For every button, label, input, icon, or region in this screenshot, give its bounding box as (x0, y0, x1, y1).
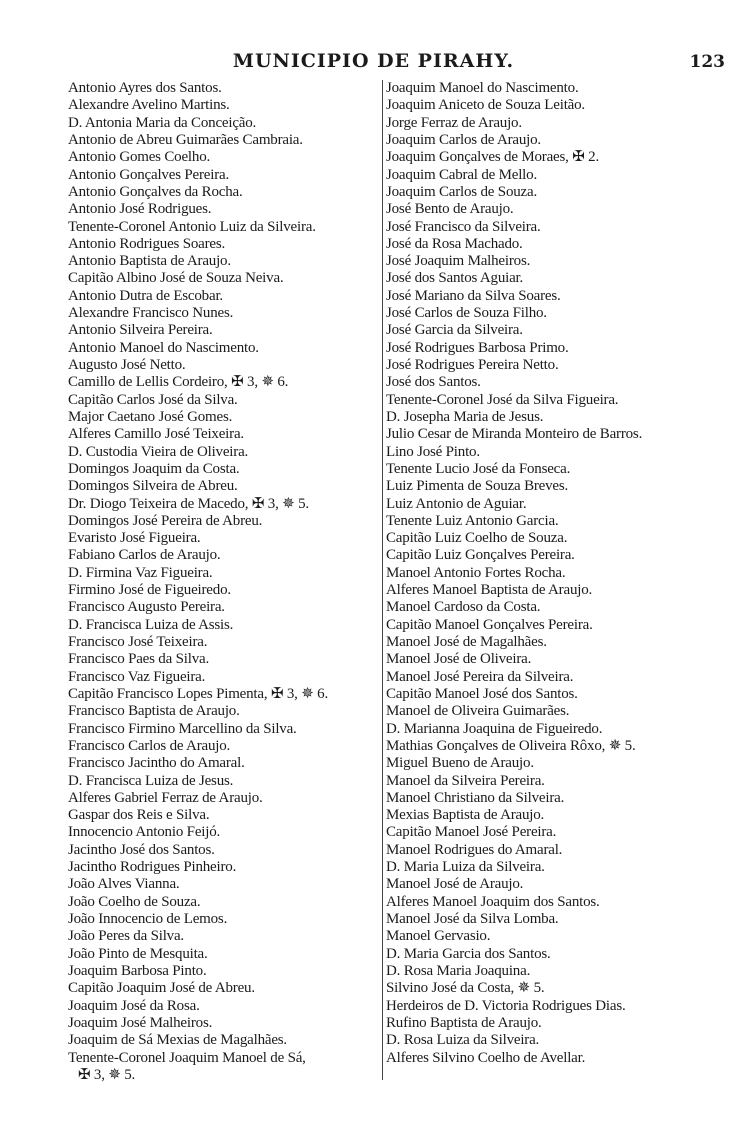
left-column-entry: Alexandre Avelino Martins. (68, 97, 230, 114)
left-column-entry: Joaquim de Sá Mexias de Magalhães. (68, 1032, 287, 1049)
right-column-entry: Luiz Antonio de Aguiar. (386, 495, 527, 512)
right-column-entry: Manoel Gervasio. (386, 928, 491, 945)
right-column-entry: Alferes Manoel Joaquim dos Santos. (386, 893, 600, 910)
right-column-entry: Mexias Baptista de Araujo. (386, 807, 545, 824)
right-column-entry: Manoel José de Magalhães. (386, 634, 547, 650)
left-column-entry: João Innocencio de Lemos. (68, 911, 228, 927)
right-column-entry: Tenente Luiz Antonio Garcia. (386, 512, 559, 529)
right-column-entry: Julio Cesar de Miranda Monteiro de Barros. (386, 426, 643, 443)
left-column-entry: Innocencio Antonio Feijó. (68, 824, 221, 841)
right-column-entry: Manoel de Oliveira Guimarães. (386, 703, 570, 720)
left-column-entry: Joaquim José da Rosa. (68, 997, 200, 1014)
left-column-entry: Tenente-Coronel Antonio Luiz da Silveira. (68, 218, 316, 235)
right-column-entry: Silvino José da Costa, ✵ 5. (386, 980, 545, 997)
right-column-entry: Miguel Bueno de Araujo. (386, 755, 534, 772)
right-column-entry: D. Rosa Luiza da Silveira. (386, 1032, 540, 1049)
column-divider (382, 80, 383, 1080)
right-column-entry: Mathias Gonçalves de Oliveira Rôxo, ✵ 5. (386, 737, 636, 754)
right-column-entry: Capitão Manoel José dos Santos. (386, 685, 578, 702)
right-column-entry: Lino José Pinto. (386, 443, 480, 460)
left-column-entry: Francisco Paes da Silva. (68, 651, 210, 668)
left-column-entry: D. Francisca Luiza de Assis. (68, 616, 234, 633)
left-column-entry: Camillo de Lellis Cordeiro, ✠ 3, ✵ 6. (68, 374, 289, 391)
right-column-entry: D. Josepha Maria de Jesus. (386, 408, 544, 425)
right-column-entry: José Carlos de Souza Filho. (386, 305, 547, 322)
left-column-entry: Francisco Vaz Figueira. (68, 668, 206, 685)
left-column-entry: Antonio Dutra de Escobar. (68, 287, 223, 304)
left-column-entry: Capitão Francisco Lopes Pimenta, ✠ 3, ✵ 6. (68, 685, 329, 702)
right-column-entry: José Rodrigues Barbosa Primo. (386, 339, 569, 356)
right-column-entry: Manoel Christiano da Silveira. (386, 789, 565, 806)
left-column-entry: Antonio José Rodrigues. (68, 201, 212, 218)
left-column-entry: Joaquim José Malheiros. (68, 1014, 213, 1031)
right-column (384, 80, 734, 1067)
left-column-entry: Capitão Joaquim José de Abreu. (68, 980, 255, 997)
left-column-entry: João Peres da Silva. (68, 928, 184, 945)
right-column-entry: José dos Santos Aguiar. (386, 270, 524, 287)
left-column-entry: D. Firmina Vaz Figueira. (68, 564, 213, 581)
left-column-entry: João Coelho de Souza. (68, 893, 201, 910)
left-column-entry: Capitão Carlos José da Silva. (68, 391, 238, 408)
left-column-entry: Antonio de Abreu Guimarães Cambraia. (68, 131, 303, 148)
right-column-entry: Tenente-Coronel José da Silva Figueira. (386, 391, 619, 408)
right-column-entry: Joaquim Cabral de Mello. (386, 166, 538, 183)
right-column-entry: José Bento de Araujo. (386, 201, 514, 218)
left-column-entry: João Pinto de Mesquita. (68, 945, 208, 962)
left-column-entry: Dr. Diogo Teixeira de Macedo, ✠ 3, ✵ 5. (68, 495, 309, 512)
left-column-entry: Alferes Gabriel Ferraz de Araujo. (68, 789, 263, 806)
right-column-entry: Tenente Lucio José da Fonseca. (386, 460, 571, 477)
right-column-entry: Alferes Silvino Coelho de Avellar. (386, 1049, 586, 1066)
right-column-entry: José Garcia da Silveira. (386, 322, 523, 339)
right-column-entry: Luiz Pimenta de Souza Breves. (386, 478, 569, 495)
page-header (0, 50, 747, 78)
left-column-entry: ✠ 3, ✵ 5. (78, 1066, 136, 1083)
right-column-entry: José Joaquim Malheiros. (386, 253, 531, 270)
right-column-entry: Manoel Antonio Fortes Rocha. (386, 564, 566, 581)
left-column-entry: João Alves Vianna. (68, 876, 180, 893)
left-column-entry: Francisco Baptista de Araujo. (68, 703, 240, 720)
left-column-entry: Fabiano Carlos de Araujo. (68, 547, 221, 564)
right-column-entry: Capitão Luiz Gonçalves Pereira. (386, 547, 575, 564)
right-column-entry: Joaquim Gonçalves de Moraes, ✠ 2. (386, 149, 600, 166)
left-column-entry: Francisco Firmino Marcellino da Silva. (68, 720, 297, 737)
left-column-entry: Firmino José de Figueiredo. (68, 582, 231, 599)
right-column-entry: Rufino Baptista de Araujo. (386, 1014, 542, 1031)
right-column-entry: Manoel José de Oliveira. (386, 651, 532, 668)
right-column-entry: José Mariano da Silva Soares. (386, 287, 561, 304)
left-column-entry: Major Caetano José Gomes. (68, 408, 233, 425)
right-column-entry: D. Maria Luiza da Silveira. (386, 859, 545, 876)
left-column-entry: Alferes Camillo José Teixeira. (68, 426, 244, 443)
left-column-entry: Joaquim Barbosa Pinto. (68, 962, 207, 979)
right-column-entry: Jorge Ferraz de Araujo. (386, 114, 522, 131)
left-column-entry: Tenente-Coronel Joaquim Manoel de Sá, (68, 1049, 306, 1066)
left-column-entry: Antonio Baptista de Araujo. (68, 253, 231, 270)
left-column-entry: Augusto José Netto. (68, 357, 186, 373)
right-column-entry: Capitão Manoel Gonçalves Pereira. (386, 616, 593, 633)
right-column-entry: Joaquim Aniceto de Souza Leitão. (386, 97, 585, 114)
right-column-entry: Capitão Luiz Coelho de Souza. (386, 530, 568, 547)
left-column-entry: Antonio Gomes Coelho. (68, 149, 211, 166)
page-number: 123 (689, 52, 725, 72)
right-column-entry: José da Rosa Machado. (386, 235, 523, 252)
left-column-entry: Jacintho José dos Santos. (68, 841, 215, 858)
left-column-entry: Jacintho Rodrigues Pinheiro. (68, 859, 237, 876)
left-column-entry: Gaspar dos Reis e Silva. (68, 807, 210, 824)
right-column-entry: D. Rosa Maria Joaquina. (386, 962, 531, 979)
left-column-entry: Francisco Augusto Pereira. (68, 599, 225, 616)
right-column-entry: Manoel José Pereira da Silveira. (386, 668, 574, 685)
left-column-entry: D. Antonia Maria da Conceição. (68, 114, 257, 131)
left-column-entry: Domingos José Pereira de Abreu. (68, 512, 263, 529)
left-column-entry: Antonio Manoel do Nascimento. (68, 339, 259, 356)
left-column-entry: Evaristo José Figueira. (68, 530, 201, 547)
left-column-entry: Antonio Rodrigues Soares. (68, 235, 226, 252)
left-column-entry: Francisco Carlos de Araujo. (68, 737, 231, 754)
right-column-entry: José Rodrigues Pereira Netto. (386, 357, 559, 373)
left-column (62, 80, 380, 1084)
right-column-entry: Joaquim Carlos de Araujo. (386, 131, 541, 148)
left-column-entry: Antonio Gonçalves da Rocha. (68, 183, 243, 200)
page-title: MUNICIPIO DE PIRAHY. (232, 50, 515, 72)
left-column-entry: D. Francisca Luiza de Jesus. (68, 772, 234, 789)
right-column-entry: D. Marianna Joaquina de Figueiredo. (386, 720, 603, 737)
left-column-entry: D. Custodia Vieira de Oliveira. (68, 443, 249, 460)
left-column-entry: Domingos Joaquim da Costa. (68, 460, 240, 477)
right-column-entry: Joaquim Carlos de Souza. (386, 183, 538, 200)
right-column-entry: Manoel Cardoso da Costa. (386, 599, 541, 616)
left-column-entry: Domingos Silveira de Abreu. (68, 478, 238, 495)
left-column-entry: Francisco Jacintho do Amaral. (68, 755, 245, 772)
right-column-entry: Manoel da Silveira Pereira. (386, 772, 545, 789)
right-column-entry: Joaquim Manoel do Nascimento. (386, 80, 579, 96)
right-column-entry: Manoel José de Araujo. (386, 876, 524, 893)
left-column-entry: Capitão Albino José de Souza Neiva. (68, 270, 284, 287)
left-column-entry: Antonio Ayres dos Santos. (68, 80, 222, 96)
right-column-entry: José Francisco da Silveira. (386, 218, 541, 235)
left-column-entry: Antonio Gonçalves Pereira. (68, 166, 230, 183)
left-column-entry: Antonio Silveira Pereira. (68, 322, 213, 339)
right-column-entry: Manoel Rodrigues do Amaral. (386, 841, 563, 858)
right-column-entry: Herdeiros de D. Victoria Rodrigues Dias. (386, 997, 626, 1014)
right-column-entry: Alferes Manoel Baptista de Araujo. (386, 582, 593, 599)
right-column-entry: José dos Santos. (386, 374, 481, 391)
left-column-entry: Francisco José Teixeira. (68, 634, 208, 650)
right-column-entry: Capitão Manoel José Pereira. (386, 824, 557, 841)
left-column-entry: Alexandre Francisco Nunes. (68, 305, 234, 322)
right-column-entry: Manoel José da Silva Lomba. (386, 911, 559, 927)
right-column-entry: D. Maria Garcia dos Santos. (386, 945, 551, 962)
